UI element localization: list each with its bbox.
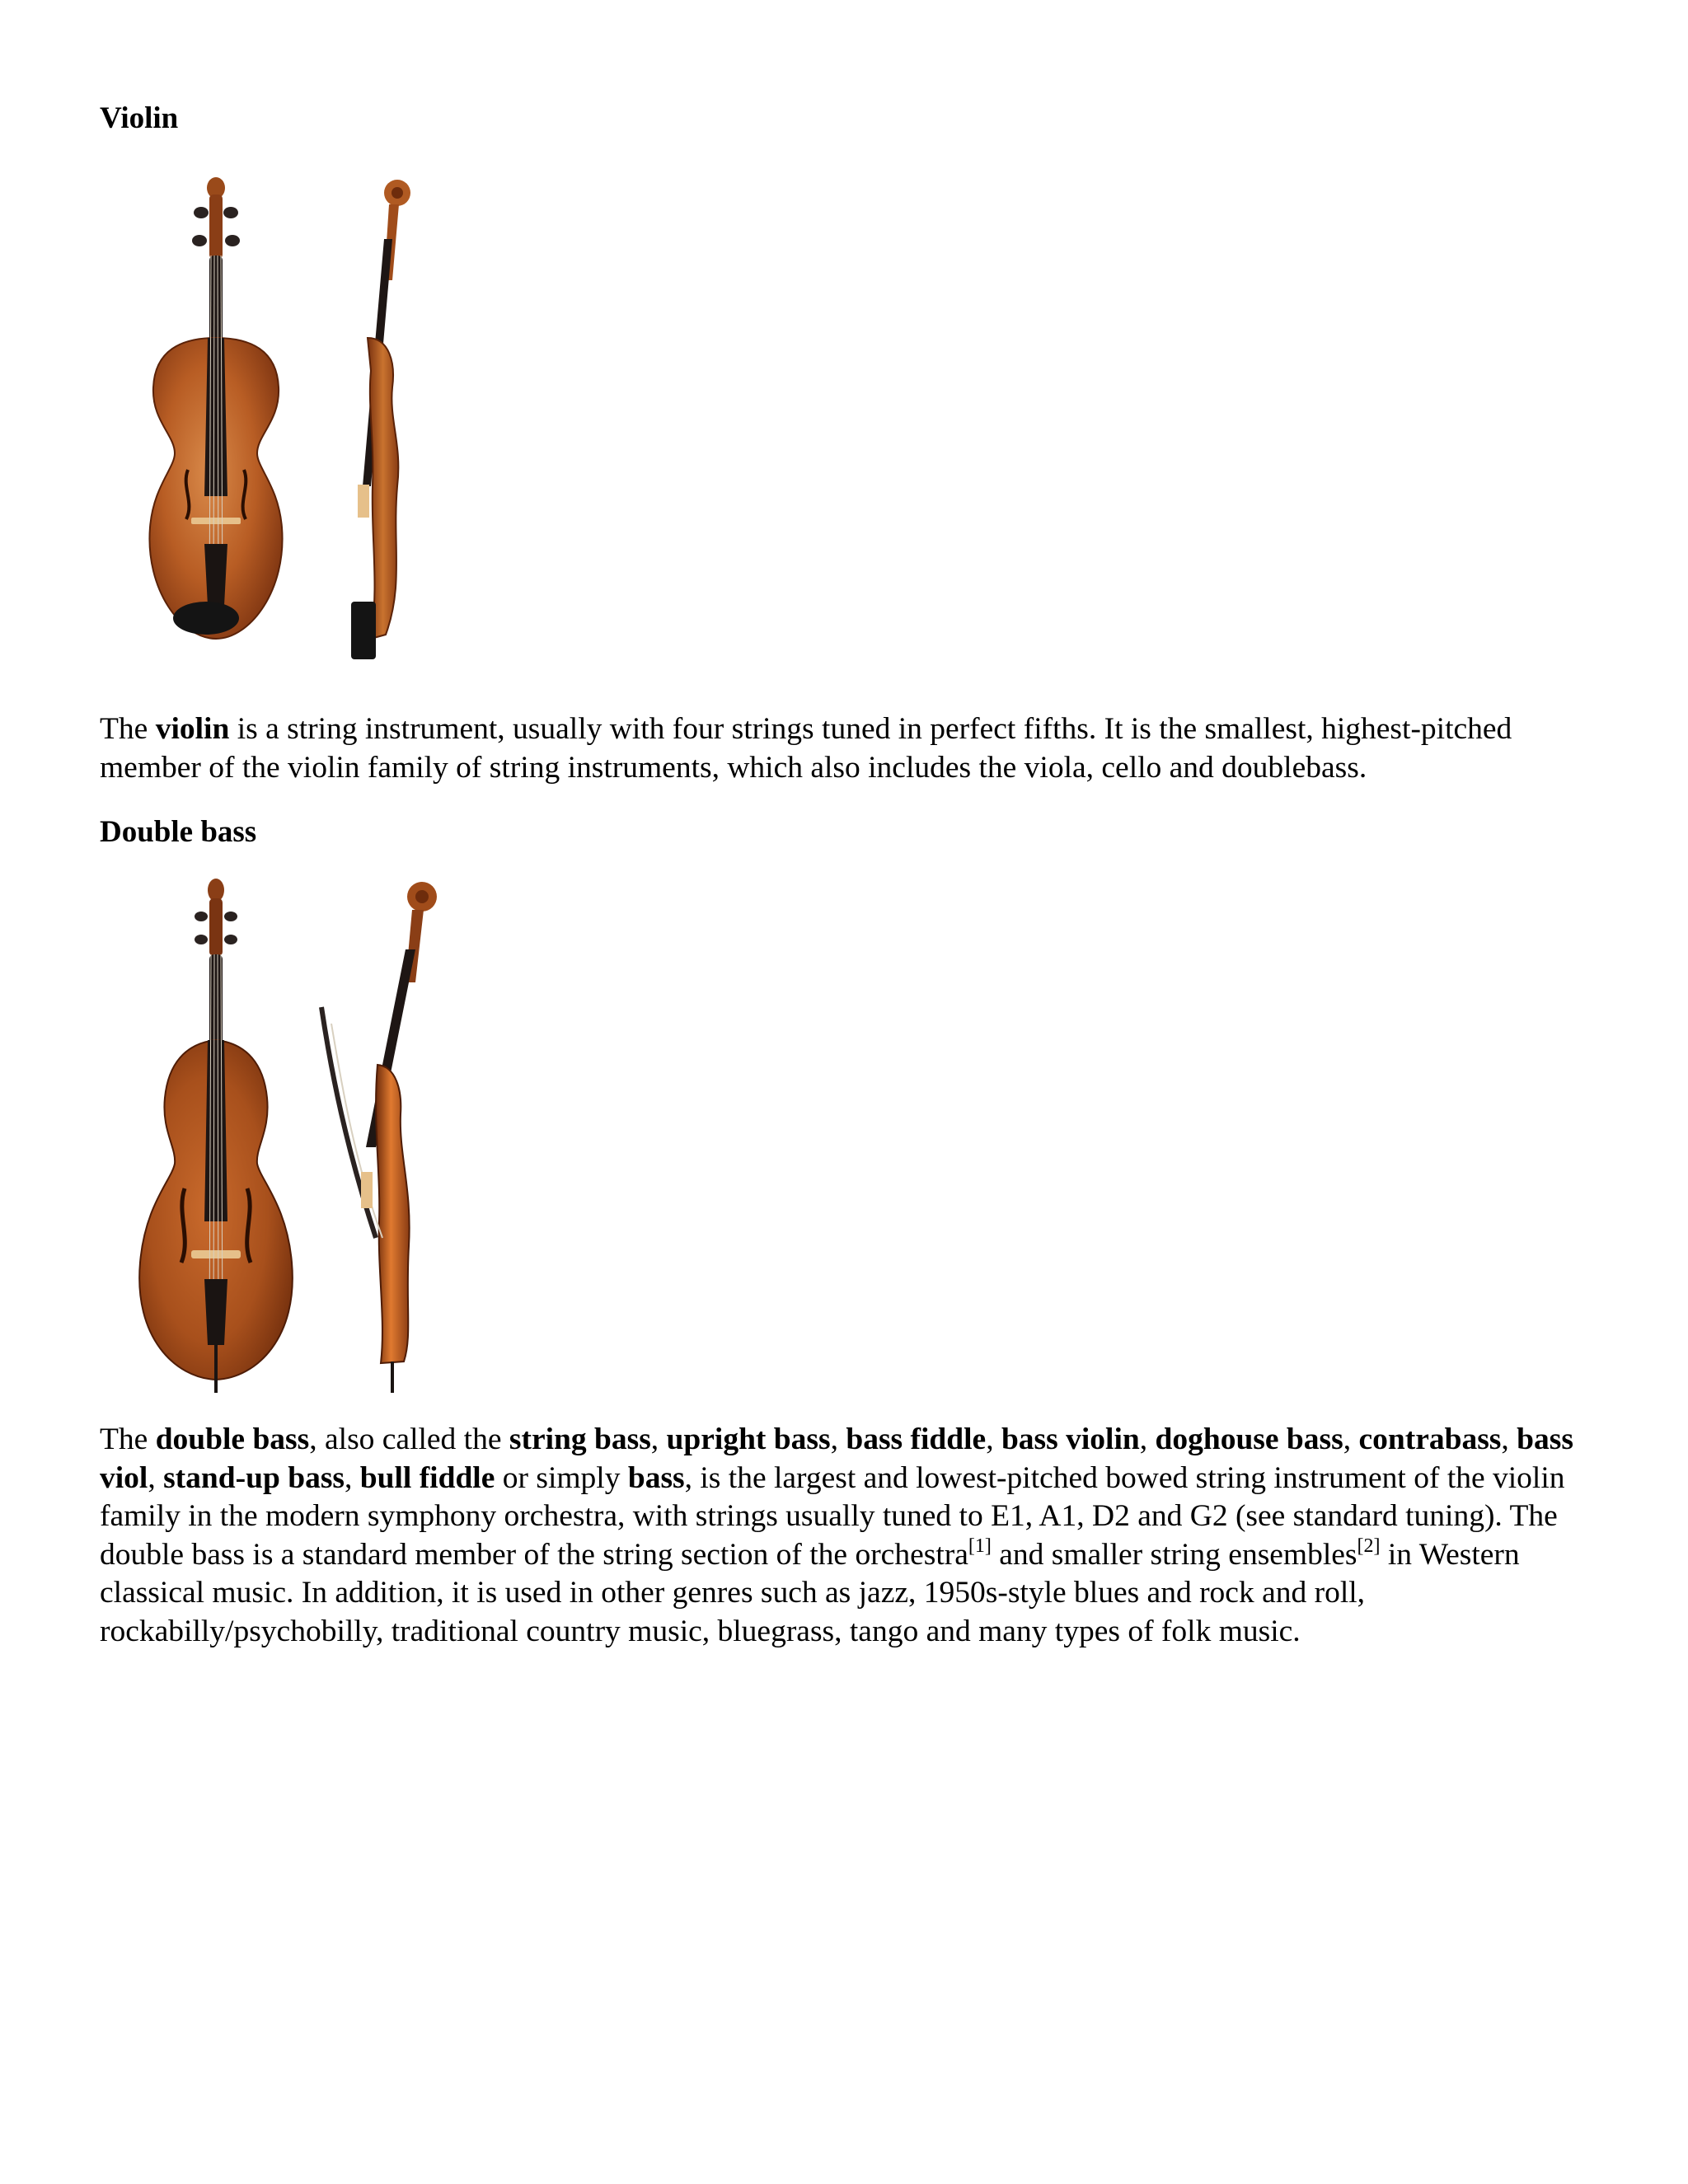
text-run: , [830,1422,846,1456]
text-run: , [345,1460,360,1495]
bold-term: stand-up bass [163,1460,345,1495]
bold-term: double bass [155,1422,310,1456]
citation-ref: [2] [1357,1535,1381,1557]
bold-term: doghouse bass [1155,1422,1343,1456]
text-run: , [148,1460,164,1495]
bold-term: contrabass [1358,1422,1502,1456]
text-run: The [100,712,156,746]
section-heading-violin: Violin [100,101,179,135]
text-run: or simply [495,1460,628,1495]
violin-description [100,710,1608,787]
bold-term: bass [627,1460,685,1495]
double-bass-image [115,875,478,1394]
text-run: and smaller string ensembles [991,1537,1357,1572]
text-run: , is the largest and lowest-pitched bowed string instrument of the violin family in the modern symphony orchestra, with strings usually tuned to E1, A1, D2 and G2 (see standard tuning). The double bass is a standard member of the string section of the orchestra [100,1460,1565,1572]
citation-ref: [1] [968,1535,992,1557]
text-run: in Western classical music. In addition, it is used in other genres such as jazz, 1950s-style blues and rock and roll, rockabilly/psychobilly, traditional country music, bluegrass, tango and many types of folk music. [100,1537,1520,1648]
bold-term: bull fiddle [359,1460,495,1495]
bold-term: violin [155,712,230,746]
text-run: The [100,1422,156,1456]
text-run: , also called the [309,1422,509,1456]
bold-term: bass fiddle [846,1422,987,1456]
bold-term: bass viol [100,1422,1573,1495]
bold-term: bass violin [1001,1422,1140,1456]
violin-front-view [149,177,282,639]
text-run: is a string instrument, usually with four strings tuned in perfect fifths. It is the smallest, highest-pitched member of the violin family of string instruments, which also includes the viola, cello and doublebass. [100,712,1512,785]
double-bass-front-view [139,879,293,1393]
double-bass-illustration [115,875,478,1394]
double-bass-description [100,1421,1608,1651]
text-run: , [650,1422,667,1456]
section-heading-double-bass: Double bass [100,815,257,849]
text-run: , [1343,1422,1359,1456]
text-run: , [986,1422,1001,1456]
violin-illustration [124,173,437,676]
text-run: , [1139,1422,1156,1456]
bold-term: string bass [509,1422,651,1456]
bold-term: upright bass [666,1422,831,1456]
text-run: , [1501,1422,1517,1456]
violin-side-view [351,180,410,659]
violin-image [124,173,437,676]
double-bass-side-view [321,882,437,1393]
